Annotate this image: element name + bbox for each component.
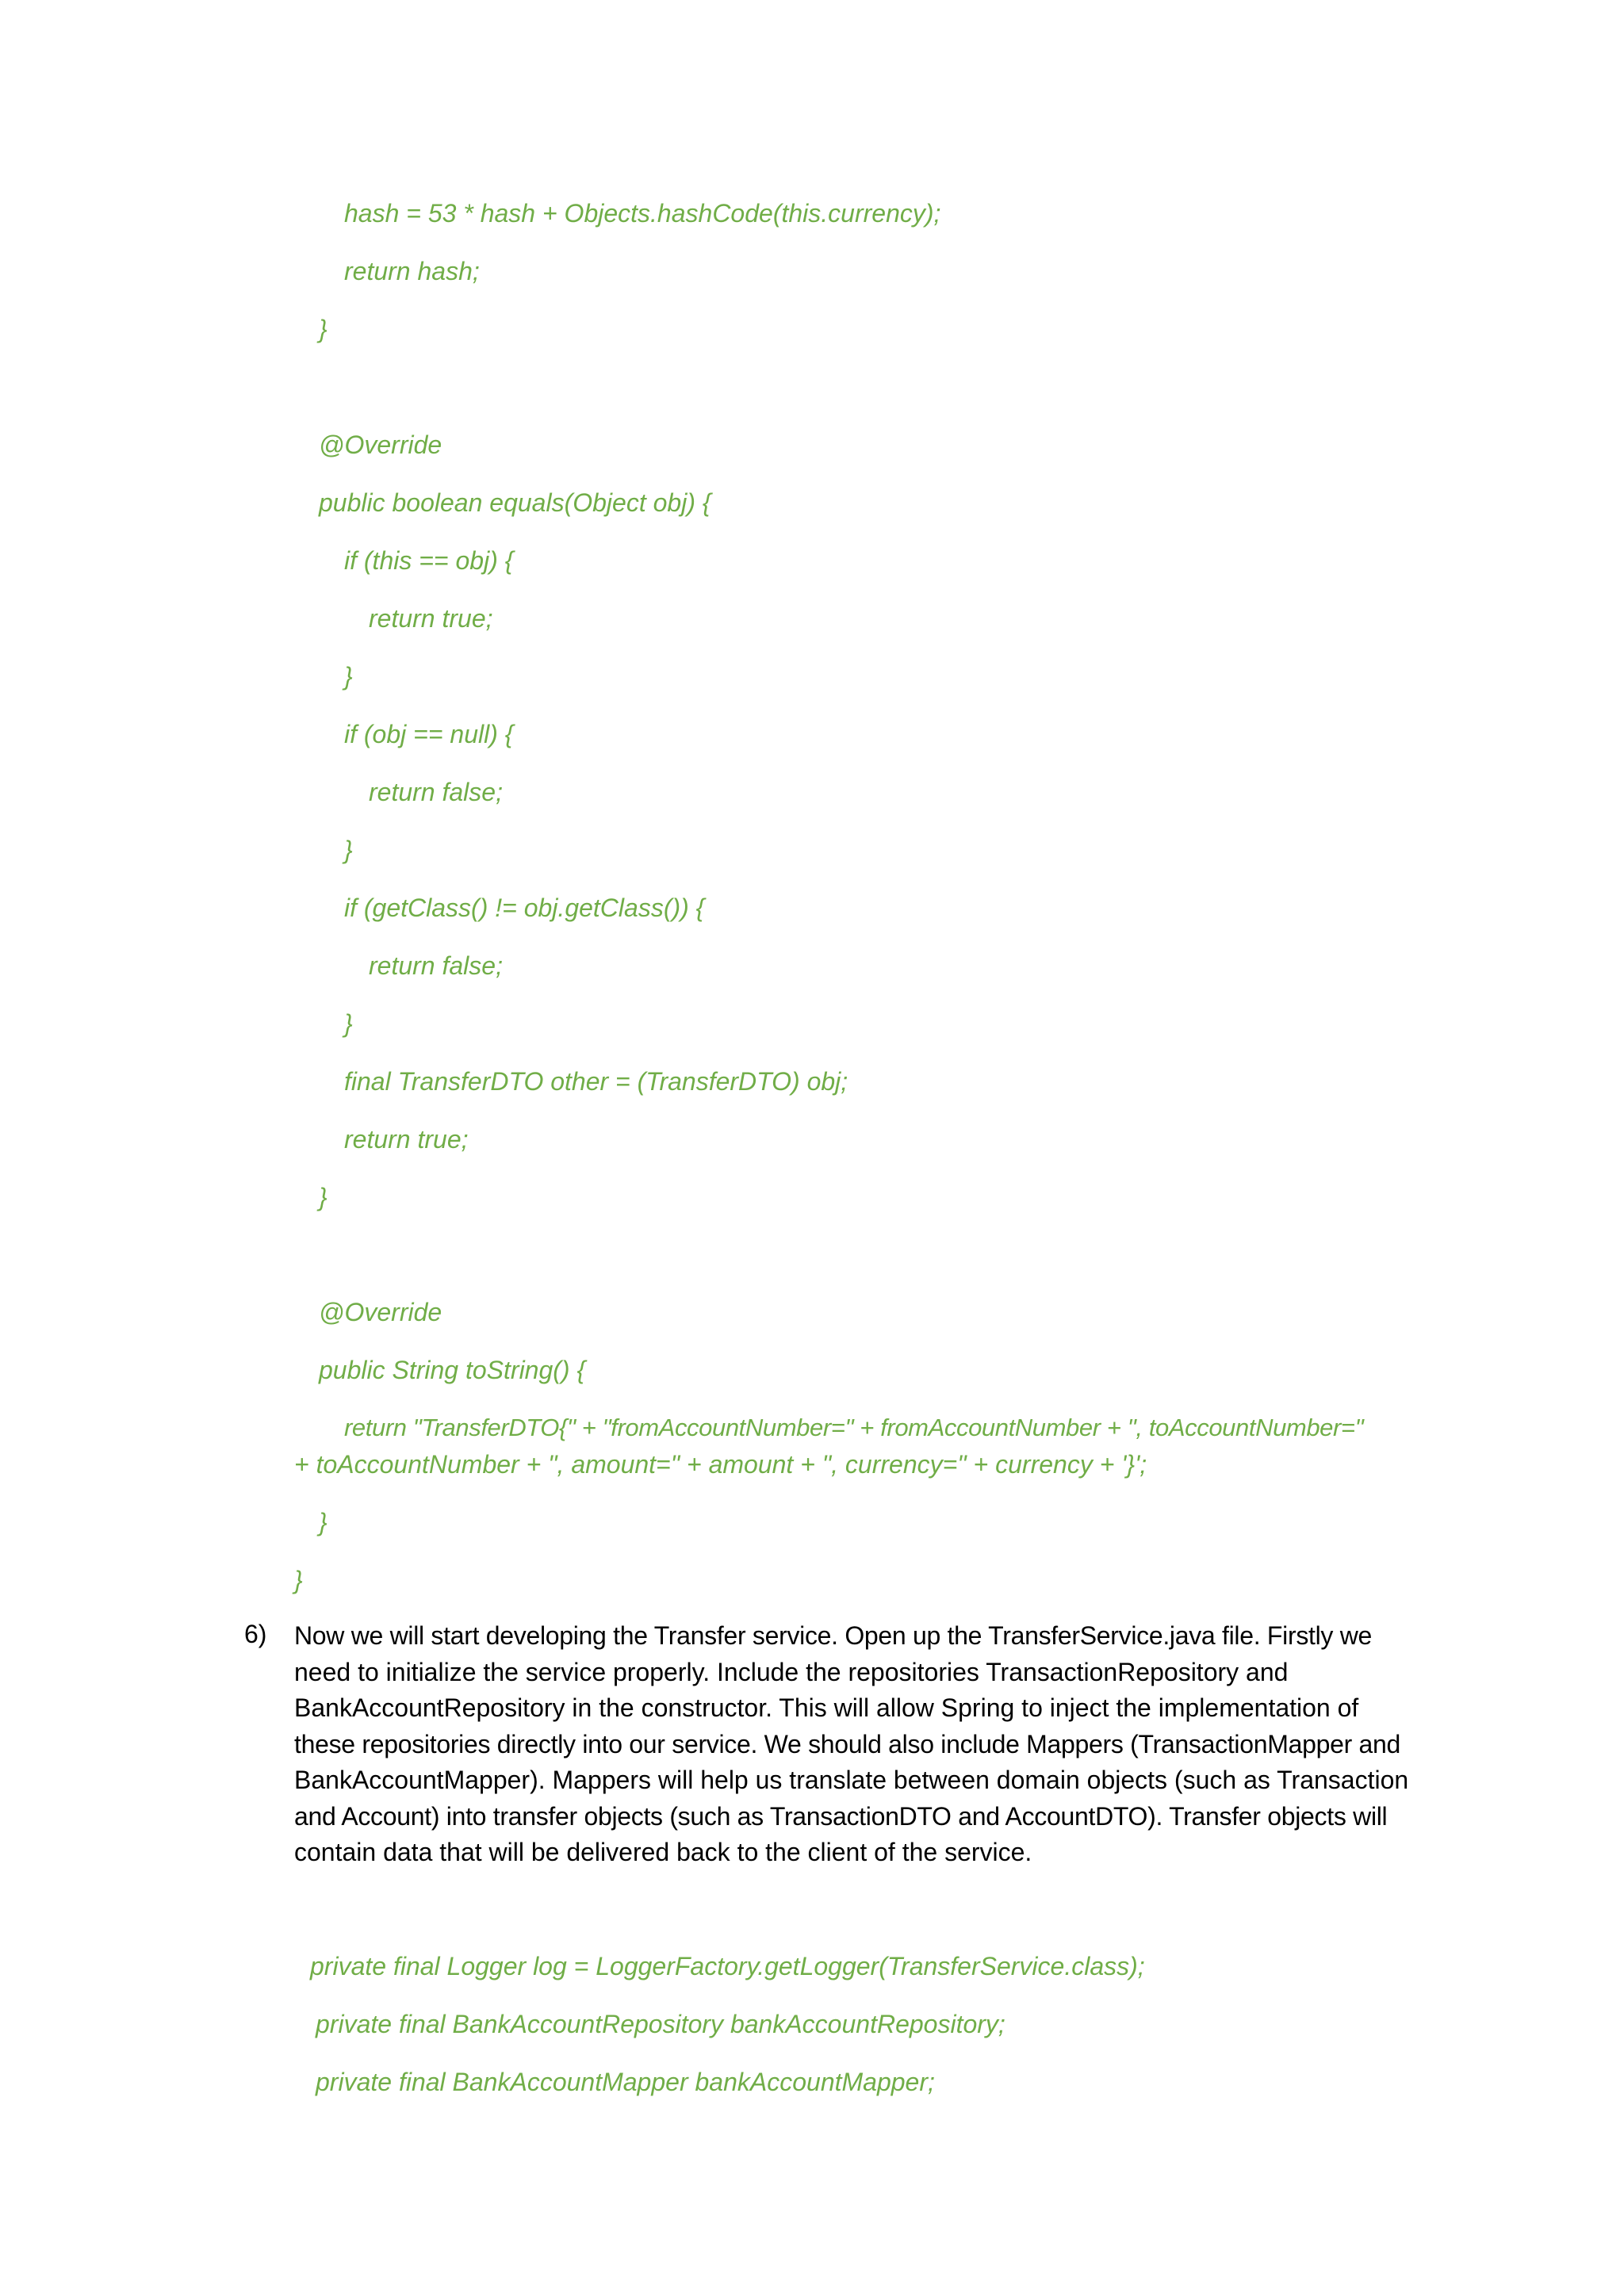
code-line: private final BankAccountRepository bankAccountRepository; xyxy=(316,2010,1005,2038)
code-line: private final BankAccountMapper bankAccountMapper; xyxy=(316,2068,935,2096)
paragraph-line: BankAccountMapper). Mappers will help us translate between domain objects (such as Transaction xyxy=(294,1766,1409,1794)
code-line: if (this == obj) { xyxy=(344,546,514,575)
code-line: } xyxy=(319,1183,327,1211)
paragraph-line: contain data that will be delivered back to the client of the service. xyxy=(294,1838,1032,1866)
code-line: } xyxy=(319,1508,327,1536)
code-line: } xyxy=(344,1009,353,1038)
step-paragraph xyxy=(294,1618,1420,1871)
code-line: return true; xyxy=(344,1125,469,1154)
code-line: private final Logger log = LoggerFactory.getLogger(TransferService.class); xyxy=(310,1952,1145,1980)
paragraph-line: Now we will start developing the Transfer service. Open up the TransferService.java file. Firstly we xyxy=(294,1621,1373,1650)
code-line: } xyxy=(294,1566,303,1594)
code-line: return "TransferDTO{" + "fromAccountNumber=" + fromAccountNumber + ", toAccountNumber=" xyxy=(344,1414,1364,1441)
code-line: final TransferDTO other = (TransferDTO) obj; xyxy=(344,1067,848,1096)
code-line: } xyxy=(319,315,327,343)
code-line: if (getClass() != obj.getClass()) { xyxy=(344,894,705,922)
paragraph-line: BankAccountRepository in the constructor. This will allow Spring to inject the implementation of xyxy=(294,1693,1359,1722)
code-line: return true; xyxy=(369,604,493,633)
code-line: + toAccountNumber + ", amount=" + amount + ", currency=" + currency + '}'; xyxy=(294,1450,1147,1479)
code-line: public boolean equals(Object obj) { xyxy=(319,488,711,517)
paragraph-line: these repositories directly into our service. We should also include Mappers (TransactionMapper and xyxy=(294,1729,1401,1758)
paragraph-line: need to initialize the service properly. Include the repositories TransactionRepository and xyxy=(294,1657,1289,1686)
code-line: } xyxy=(344,836,353,864)
code-line: @Override xyxy=(319,1298,442,1326)
code-line: @Override xyxy=(319,430,442,459)
code-line: if (obj == null) { xyxy=(344,720,514,748)
code-line: hash = 53 * hash + Objects.hashCode(this.currency); xyxy=(344,199,941,228)
code-line: } xyxy=(344,662,353,691)
code-line: return hash; xyxy=(344,257,480,285)
code-line: public String toString() { xyxy=(319,1356,586,1384)
code-line: return false; xyxy=(369,778,503,806)
paragraph-line: and Account) into transfer objects (such as TransactionDTO and AccountDTO). Transfer objects will xyxy=(294,1801,1388,1831)
step-number: 6) xyxy=(244,1620,267,1648)
code-line: return false; xyxy=(369,951,503,980)
